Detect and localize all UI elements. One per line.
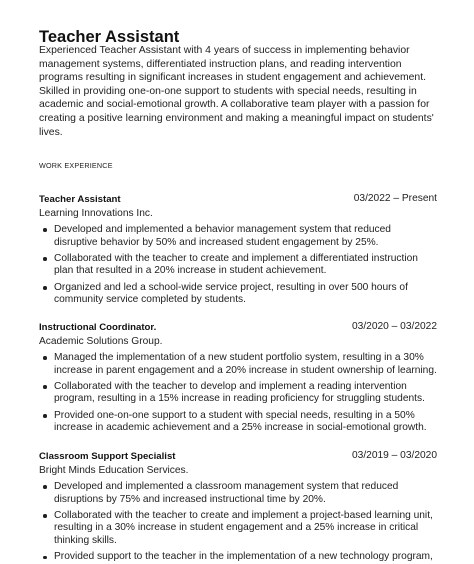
achievement-list — [39, 224, 437, 307]
professional-summary: Experienced Teacher Assistant with 4 years of success in implementing behavior management systems, differentiated instruction plans, and reading intervention programs resulting in significant increases in student engagement and achievement. Skilled in providing one-on-one support to students with special needs, resulting in academic and social-emotional growth. A collaborative team player with a passion for creating a positive learning environment and making a meaningful impact on students' lives. — [39, 45, 434, 138]
work-experience-heading: WORK EXPERIENCE — [39, 161, 113, 170]
job-header — [39, 193, 437, 207]
job-title: Classroom Support Specialist — [39, 451, 176, 462]
achievement-item: Developed and implemented a behavior management system that reduced disruptive behavior by 50% and increased student engagement by 25%. — [39, 224, 437, 249]
job-title: Instructional Coordinator. — [39, 322, 157, 333]
job-header — [39, 321, 437, 335]
company-name: Bright Minds Education Services. — [39, 465, 189, 476]
achievement-item: Organized and led a school-wide service project, resulting in over 500 hours of community service completed by students. — [39, 282, 437, 307]
achievement-item: Provided one-on-one support to a student with special needs, resulting in a 50% increase in academic achievement and a 25% increase in social-emotional growth. — [39, 410, 437, 435]
achievement-item: Provided support to the teacher in the implementation of a new technology program, — [39, 551, 437, 564]
job-title: Teacher Assistant — [39, 194, 121, 205]
achievement-item: Collaborated with the teacher to create and implement a differentiated instruction plan that resulted in a 20% increase in student achievement. — [39, 253, 437, 278]
achievement-list — [39, 481, 437, 564]
achievement-item: Collaborated with the teacher to create and implement a project-based learning unit, resulting in a 30% increase in student engagement and a 25% increase in critical thinking skills. — [39, 510, 437, 548]
achievement-item: Managed the implementation of a new student portfolio system, resulting in a 30% increase in parent engagement and a 20% increase in student ownership of learning. — [39, 352, 437, 377]
achievement-list — [39, 352, 437, 435]
job-dates: 03/2022 – Present — [353, 193, 437, 204]
job-dates: 03/2020 – 03/2022 — [352, 321, 437, 332]
job-dates: 03/2019 – 03/2020 — [352, 450, 437, 461]
job-header — [39, 450, 437, 464]
company-name: Academic Solutions Group. — [39, 336, 163, 347]
job-entry — [39, 193, 437, 310]
achievement-item: Developed and implemented a classroom management system that reduced disruptions by 75% and increased instructional time by 20%. — [39, 481, 437, 506]
company-name: Learning Innovations Inc. — [39, 208, 153, 219]
achievement-item: Collaborated with the teacher to develop and implement a reading intervention program, resulting in a 15% increase in reading proficiency for struggling students. — [39, 381, 437, 406]
resume-title: Teacher Assistant — [39, 28, 180, 46]
job-entry — [39, 321, 437, 438]
job-entry — [39, 450, 437, 564]
